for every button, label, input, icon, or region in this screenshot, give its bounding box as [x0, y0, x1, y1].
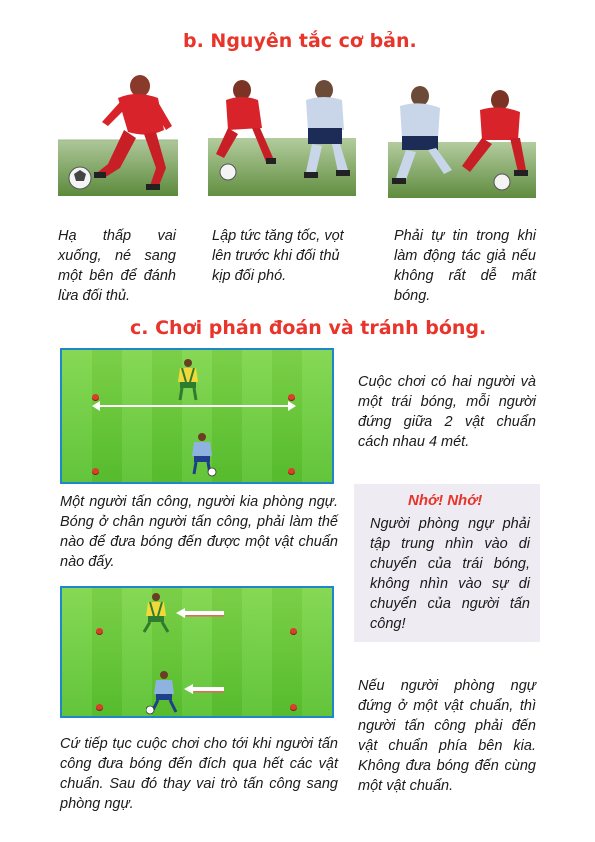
marker-cone	[288, 468, 295, 474]
marker-cone	[290, 628, 297, 634]
marker-cone	[96, 628, 103, 634]
photo-confident-feint	[388, 82, 536, 198]
section-b-heading: b. Nguyên tắc cơ bản.	[183, 30, 417, 52]
caption-accelerate: Lập tức tăng tốc, vọt lên trước khi đối thủ kịp đối phó.	[212, 228, 344, 284]
drill-diagram-setup	[60, 348, 334, 484]
drill-diagram-play	[60, 586, 334, 718]
section-c-heading: c. Chơi phán đoán và tránh bóng.	[130, 317, 487, 339]
marker-cone	[96, 704, 103, 710]
drill-rule-text: Nếu người phòng ngự đứng ở một vật chuẩn, thì người tấn công phải đến vật chuẩn phía bên kia. Không đưa bóng đến cùng một vật chuẩn.	[358, 678, 536, 794]
attacker-figure	[188, 432, 218, 478]
marker-cone	[92, 468, 99, 474]
caption-shoulder-drop: Hạ thấp vai xuống, né sang một bên để đánh lừa đối thủ.	[58, 228, 176, 304]
marker-cone	[290, 704, 297, 710]
photo-shoulder-drop	[58, 68, 178, 196]
attacker-move-arrow	[184, 684, 224, 694]
photo-accelerate	[208, 68, 356, 196]
defender-figure	[174, 358, 202, 402]
remember-note-title: Nhớ! Nhớ!	[408, 492, 483, 509]
drill-diagram-play-caption: Cứ tiếp tục cuộc chơi cho tới khi người tấn công đưa bóng đến đích qua hết các vật chuẩn. Sau đó thay vai trò tấn công sang phòng ngự.	[60, 736, 338, 812]
drill-diagram-setup-caption: Một người tấn công, người kia phòng ngự. Bóng ở chân người tấn công, phải làm thế nào để đưa bóng đến được một vật chuẩn nào đấy.	[60, 494, 338, 570]
remember-note-text: Người phòng ngự phải tập trung nhìn vào di chuyển của trái bóng, không nhìn vào sự di chuyển của người tấn công!	[370, 516, 530, 632]
caption-confident-feint: Phải tự tin trong khi làm động tác giả nếu không rất dễ mất bóng.	[394, 228, 536, 304]
remember-note-box	[354, 484, 540, 642]
defender-move-arrow	[176, 608, 224, 618]
drill-intro-text: Cuộc chơi có hai người và một trái bóng, mỗi người đứng giữa 2 vật chuẩn cách nhau 4 mét.	[358, 374, 536, 450]
attacker-figure	[146, 670, 184, 716]
defender-figure	[140, 592, 174, 634]
